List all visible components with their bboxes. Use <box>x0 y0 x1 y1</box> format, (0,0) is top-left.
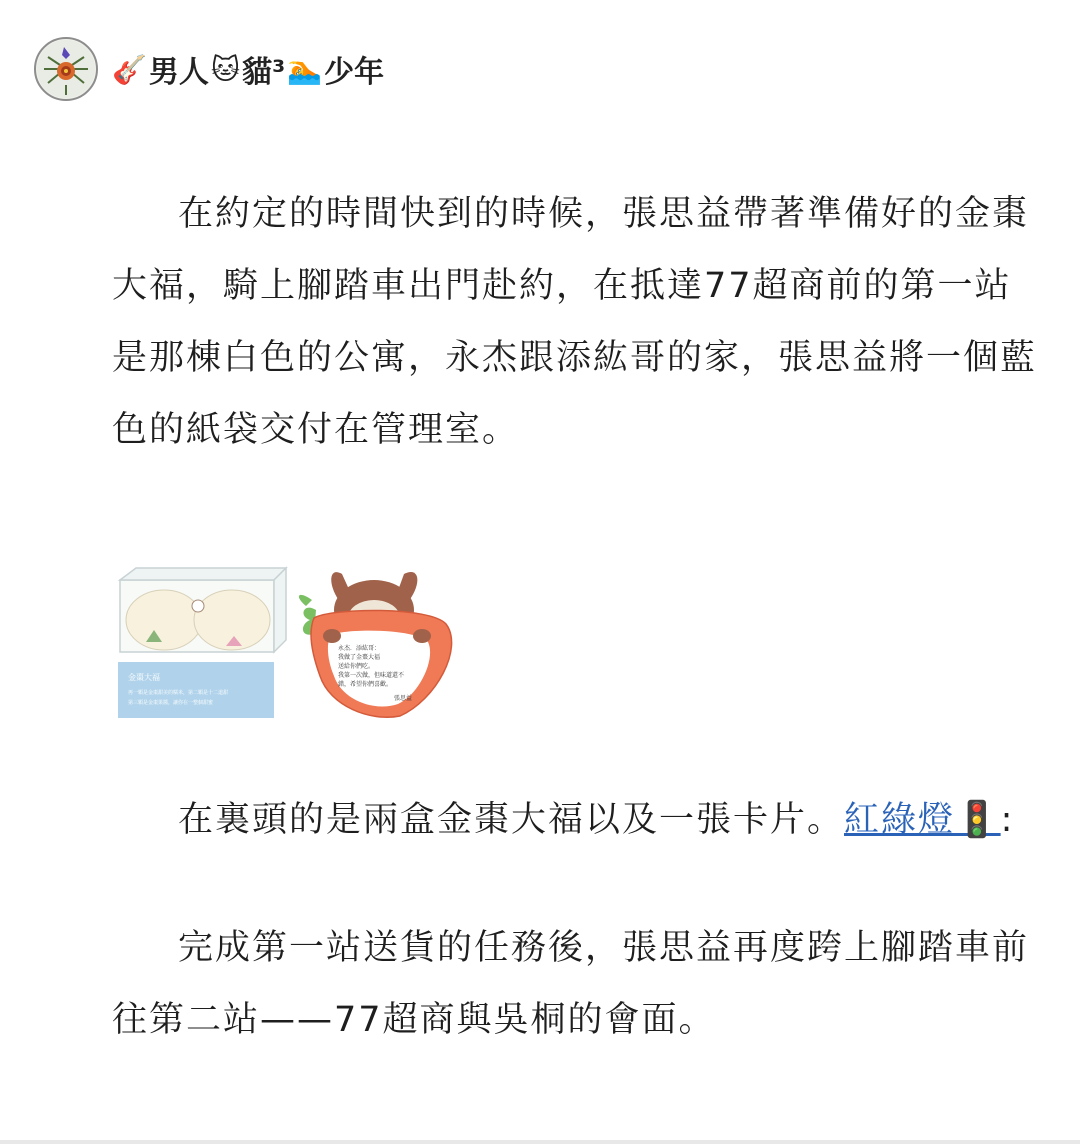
author-name-part-2: 貓³ <box>242 55 286 90</box>
daifuku-box-and-carrot-card-image <box>116 566 476 722</box>
guitar-icon: 🎸 <box>112 52 147 86</box>
box-label-text: 金棗大福 <box>128 673 160 682</box>
card-signature: 張思益 <box>394 696 413 702</box>
bunny-carrot-card <box>299 572 452 717</box>
story-paragraph-3: 完成第一站送貨的任務後，張思益再度跨上腳踏車前往第二站——77超商與吳桐的會面。 <box>112 928 1030 1040</box>
box-note-2: 第三顆是金棗果醬，讓你在一整個甜蜜 <box>128 700 214 706</box>
paragraph-2-suffix: : <box>1000 800 1015 840</box>
author-name[interactable] <box>110 47 384 91</box>
card-line-4: 我第一次做，但味道還不 <box>338 673 405 679</box>
swimmer-icon: 🏊 <box>287 52 323 86</box>
card-line-5: 錯，希望你們喜歡。 <box>338 682 393 688</box>
story-paragraph-2 <box>112 784 1047 856</box>
paragraph-2-text: 在裏頭的是兩盒金棗大福以及一張卡片。 <box>178 800 845 840</box>
traffic-light-link[interactable]: 紅綠燈🚦 <box>844 800 1001 840</box>
card-line-1: 永杰．添紘哥： <box>338 646 381 652</box>
box-note-1: 再一顆是金棗甜美的糯米，第二顆是十二道甜 <box>128 690 229 696</box>
card-line-3: 送給你們吃。 <box>338 664 375 670</box>
author-name-part-1: 男人 <box>148 55 209 90</box>
avatar[interactable] <box>34 37 98 101</box>
post-header <box>34 36 384 102</box>
story-paragraph-1: 在約定的時間快到的時候，張思益帶著準備好的金棗大福，騎上腳踏車出門赴約，在抵達77超商前的第一站是那棟白色的公寓，永杰跟添紘哥的家，張思益將一個藍色的紙袋交付在管理室。 <box>112 194 1038 450</box>
bottom-divider <box>0 1140 1080 1144</box>
cat-face-icon: 🐱 <box>210 52 241 86</box>
flower-avatar-icon <box>36 39 96 99</box>
story-illustration <box>116 566 476 722</box>
author-name-part-3: 少年 <box>324 55 385 90</box>
card-line-2: 我做了金棗大福 <box>338 655 381 661</box>
daifuku-box-drawing <box>120 568 286 652</box>
